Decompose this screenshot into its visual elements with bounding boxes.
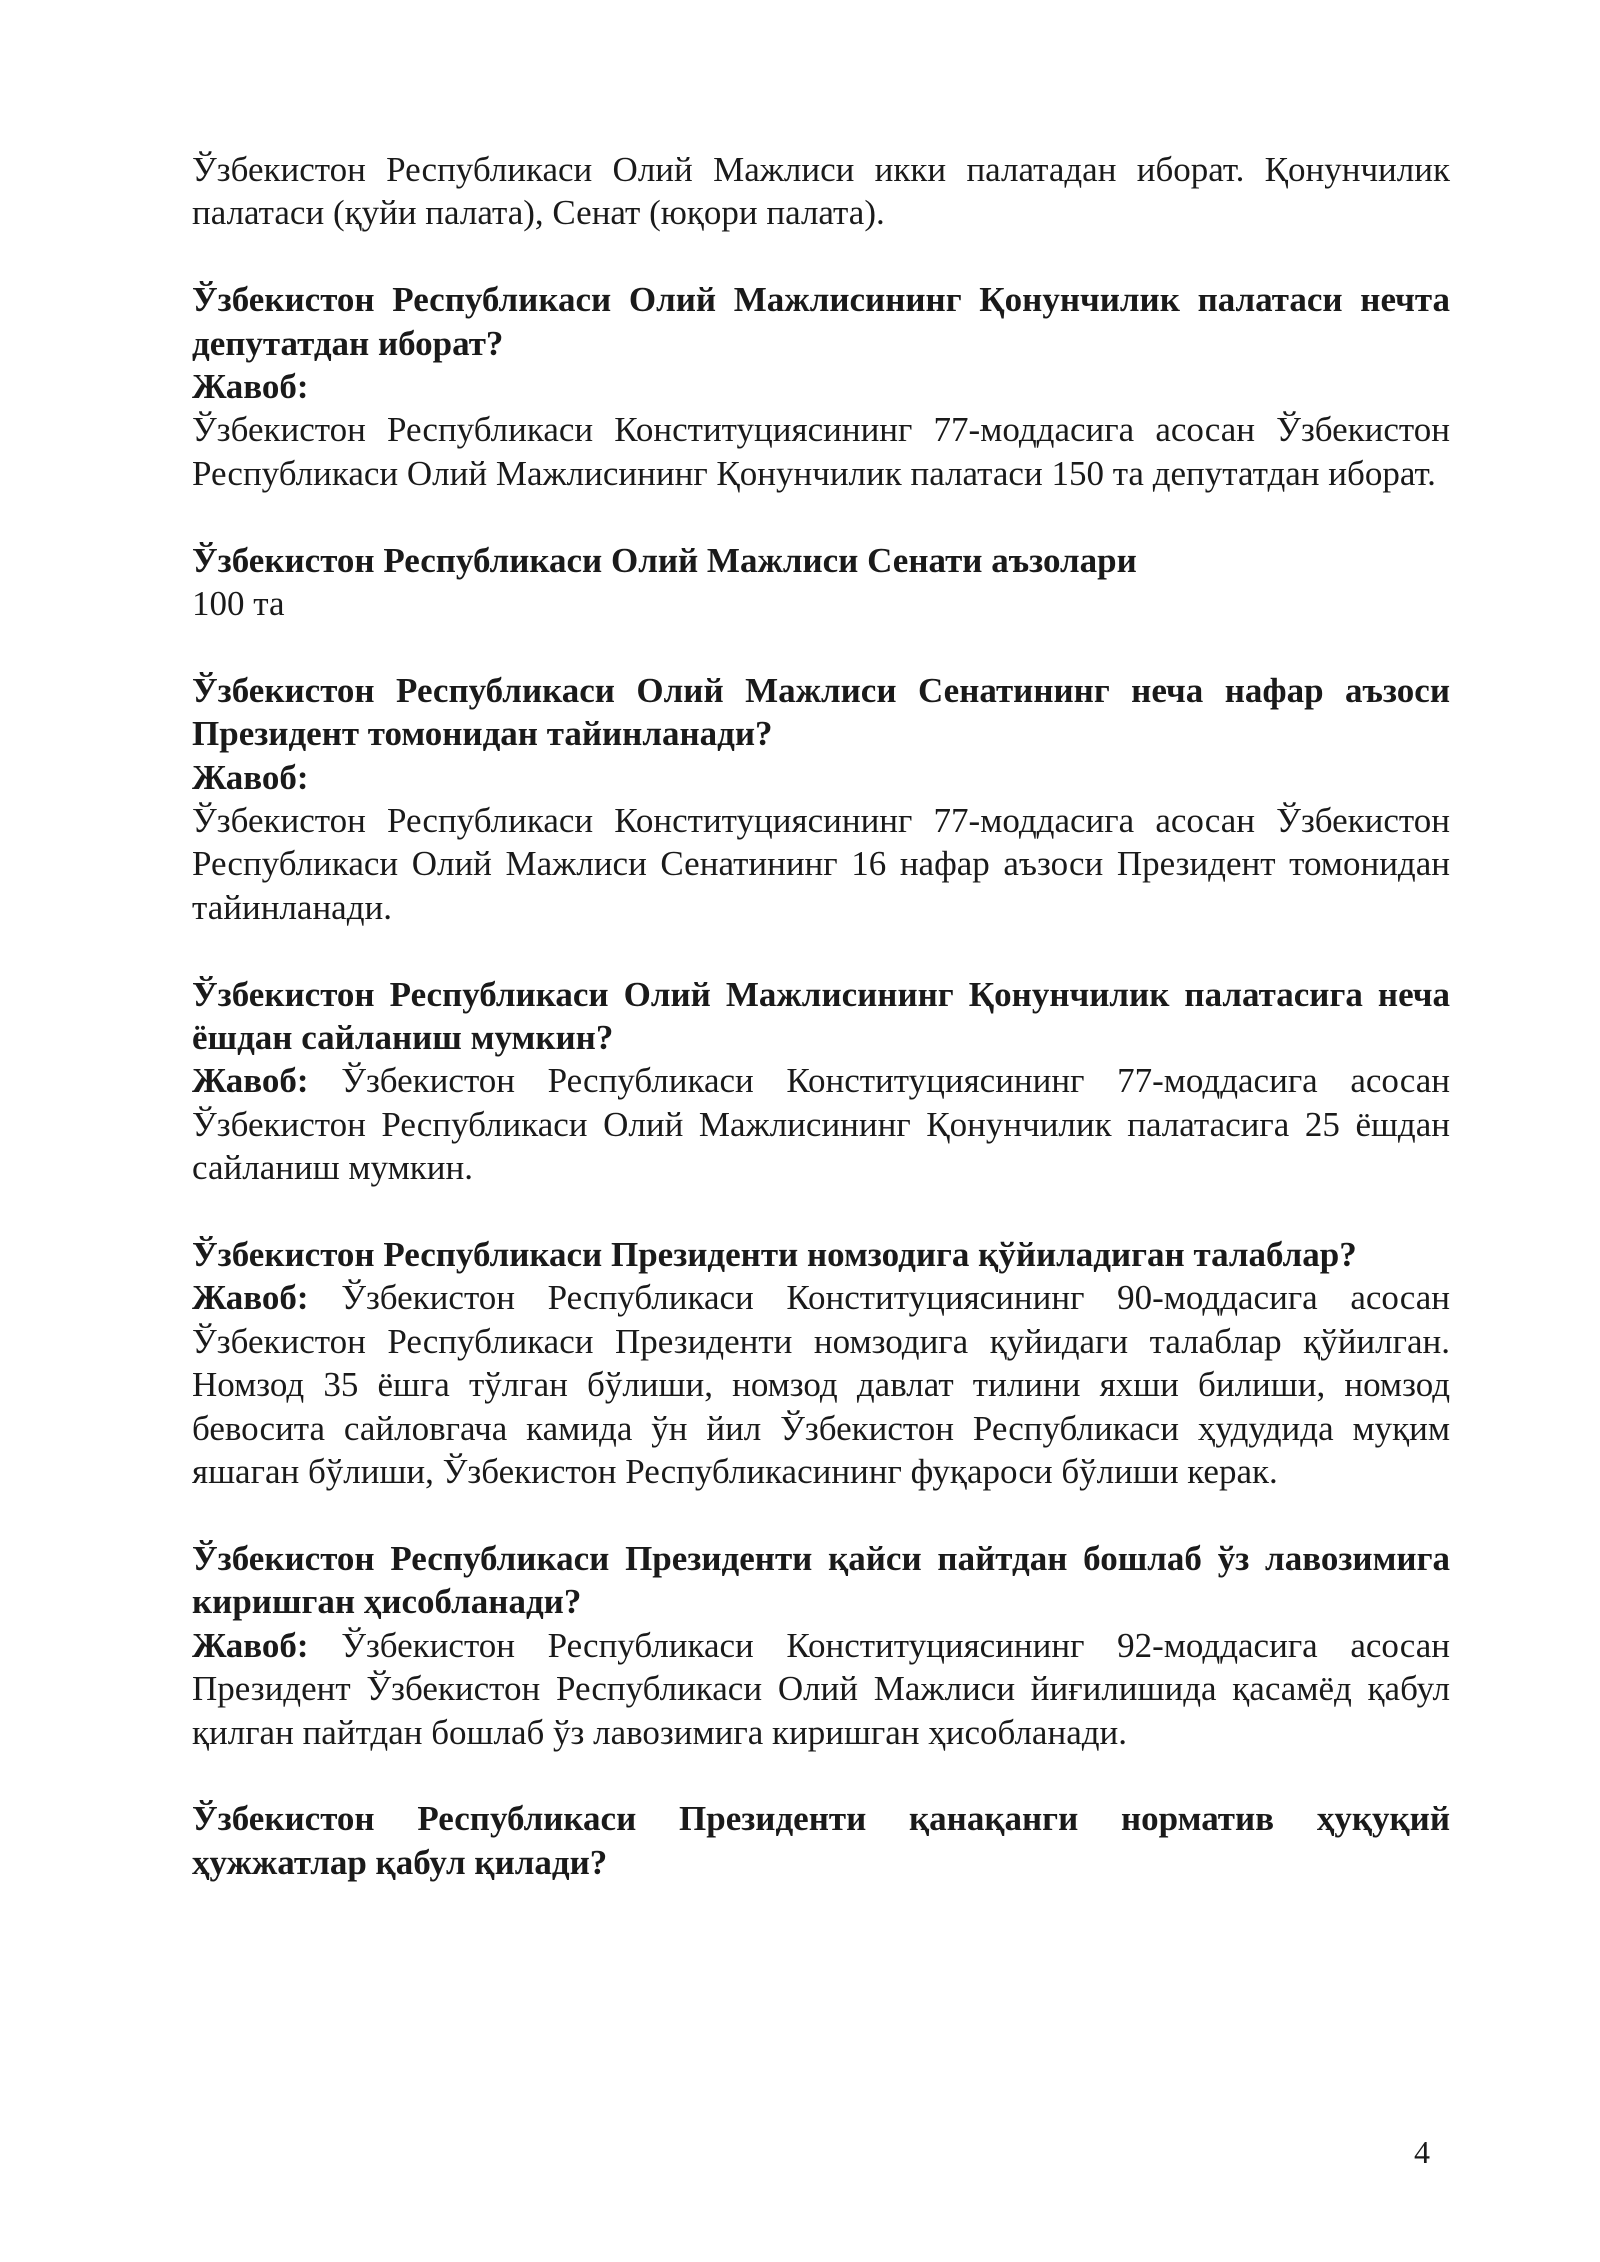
- answer-text: Ўзбекистон Республикаси Конституциясининг 77-моддасига асосан Ўзбекистон Республикаси Олий Мажлиси Сенатининг 16 нафар аъзоси Президент томонидан тайинланади.: [192, 801, 1450, 927]
- answer-text: Ўзбекистон Республикаси Конституциясининг 90-моддасига асосан Ўзбекистон Республикаси Президенти номзодига қуйидаги талаблар қўйилган. Номзод 35 ёшга тўлган бўлиши, номзод давлат тилини яхши билиши, номзод бевосита сайловгача камида ўн йил Ўзбекистон Республикаси ҳудудида муқим яшаган бўлиши, Ўзбекистон Республикасининг фуқароси бўлиши керак.: [192, 1278, 1450, 1492]
- qa-block: [192, 539, 1450, 626]
- answer-label-line: [192, 365, 1450, 408]
- qa-block: [192, 669, 1450, 929]
- answer-text: Ўзбекистон Республикаси Конституциясининг 77-моддасига асосан Ўзбекистон Республикаси Олий Мажлисининг Қонунчилик палатасига 25 ёшдан сайланиш мумкин.: [192, 1061, 1450, 1188]
- document-page: [192, 148, 1450, 1884]
- question-heading: Ўзбекистон Республикаси Президенти қанақанги норматив ҳуқуқий ҳужжатлар қабул қилади?: [192, 1799, 1450, 1882]
- answer-paragraph: [192, 1276, 1450, 1493]
- answer-paragraph: [192, 1059, 1450, 1189]
- question-heading: Ўзбекистон Республикаси Президенти номзодига қўйиладиган талаблар?: [192, 1235, 1357, 1275]
- answer-text: Ўзбекистон Республикаси Конституциясининг 92-моддасига асосан Президент Ўзбекистон Республикаси Олий Мажлиси йиғилишида қасамёд қабул қилган пайтдан бошлаб ўз лавозимига киришган ҳисобланади.: [192, 1625, 1450, 1752]
- answer-label: Жавоб:: [192, 367, 309, 407]
- answer-paragraph: [192, 1624, 1450, 1754]
- question-heading: Ўзбекистон Республикаси Олий Мажлиси Сенати аъзолари: [192, 540, 1137, 580]
- question-heading: Ўзбекистон Республикаси Олий Мажлиси Сенатининг неча нафар аъзоси Президент томонидан тайинланади?: [192, 670, 1450, 754]
- question-heading: Ўзбекистон Республикаси Олий Мажлисининг Қонунчилик палатаси нечта депутатдан иборат?: [192, 280, 1450, 363]
- page-number: 4: [1414, 2134, 1430, 2170]
- answer-label: Жавоб:: [192, 1625, 309, 1665]
- answer-label: Жавоб:: [192, 1278, 309, 1318]
- answer-text: 100 та: [192, 584, 285, 624]
- answer-label: Жавоб:: [192, 1061, 309, 1101]
- qa-block: [192, 1537, 1450, 1754]
- answer-text: Ўзбекистон Республикаси Конституциясининг 77-моддасига асосан Ўзбекистон Республикаси Олий Мажлисининг Қонунчилик палатаси 150 та депутатдан иборат.: [192, 410, 1450, 493]
- qa-block: [192, 1797, 1450, 1884]
- question-heading: Ўзбекистон Республикаси Президенти қайси пайтдан бошлаб ўз лавозимига киришган ҳисобланади?: [192, 1538, 1450, 1622]
- qa-block: [192, 973, 1450, 1190]
- question-heading: Ўзбекистон Республикаси Олий Мажлисининг Қонунчилик палатасига неча ёшдан сайланиш мумкин?: [192, 974, 1450, 1058]
- intro-paragraph: Ўзбекистон Республикаси Олий Мажлиси икки палатадан иборат. Қонунчилик палатаси (қуйи палата), Сенат (юқори палата).: [192, 150, 1450, 233]
- qa-block: [192, 1233, 1450, 1493]
- qa-block: [192, 278, 1450, 495]
- answer-label: Жавоб:: [192, 757, 309, 797]
- answer-label-line: [192, 756, 1450, 799]
